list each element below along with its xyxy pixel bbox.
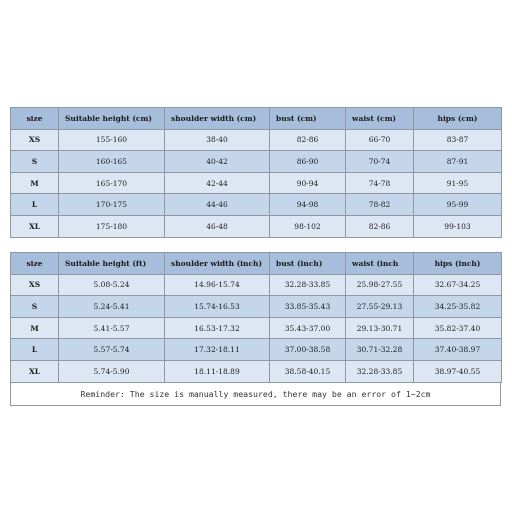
table-cell: 35.43-37.00: [270, 317, 346, 339]
size-cell: S: [11, 151, 59, 173]
table-cell: 95-99: [414, 194, 502, 216]
table-row: [11, 317, 502, 339]
header-cell: waist (inch: [346, 253, 414, 275]
table-cell: 25.98-27.55: [346, 274, 414, 296]
table-cell: 32.67-34.25: [414, 274, 502, 296]
table-cell: 37.00-38.58: [270, 339, 346, 361]
table-cell: 94-98: [270, 194, 346, 216]
table-row: [11, 129, 502, 151]
table-cell: 78-82: [346, 194, 414, 216]
header-cell: Suitable height (ft): [59, 253, 165, 275]
header-cell: shoulder width (inch): [165, 253, 270, 275]
header-cell: bust (inch): [270, 253, 346, 275]
size-cell: XS: [11, 274, 59, 296]
table-cell: 165-170: [59, 172, 165, 194]
table-cell: 70-74: [346, 151, 414, 173]
table-cell: 29.13-30.71: [346, 317, 414, 339]
reminder-text: Reminder: The size is manually measured, there may be an error of 1~2cm: [80, 389, 431, 399]
table-cell: 99-103: [414, 215, 502, 237]
size-cell: XL: [11, 360, 59, 382]
table-row: [11, 339, 502, 361]
table-cell: 82-86: [346, 215, 414, 237]
size-cell: L: [11, 194, 59, 216]
table-row: [11, 151, 502, 173]
table-cell: 86-90: [270, 151, 346, 173]
table-header-row: [11, 108, 502, 130]
table-row: [11, 194, 502, 216]
size-cell: XL: [11, 215, 59, 237]
size-chart-inch-table: [10, 252, 502, 383]
table-cell: 46-48: [165, 215, 270, 237]
table-cell: 170-175: [59, 194, 165, 216]
header-cell: waist (cm): [346, 108, 414, 130]
table-cell: 155-160: [59, 129, 165, 151]
table-cell: 82-86: [270, 129, 346, 151]
size-chart-cm-table: [10, 107, 502, 238]
table-row: [11, 274, 502, 296]
table-cell: 66-70: [346, 129, 414, 151]
table-cell: 37.40-38.97: [414, 339, 502, 361]
table-cell: 98-102: [270, 215, 346, 237]
header-cell: hips (cm): [414, 108, 502, 130]
table-cell: 5.74-5.90: [59, 360, 165, 382]
table-cell: 33.85-35.43: [270, 296, 346, 318]
table-cell: 5.08-5.24: [59, 274, 165, 296]
table-cell: 35.82-37.40: [414, 317, 502, 339]
size-cell: M: [11, 317, 59, 339]
header-cell: size: [11, 108, 59, 130]
table-cell: 5.57-5.74: [59, 339, 165, 361]
table-cell: 32.28-33.85: [270, 274, 346, 296]
table-cell: 90-94: [270, 172, 346, 194]
size-cell: L: [11, 339, 59, 361]
table-cell: 5.24-5.41: [59, 296, 165, 318]
table-cell: 160-165: [59, 151, 165, 173]
table-row: [11, 360, 502, 382]
table-cell: 17.32-18.11: [165, 339, 270, 361]
table-cell: 42-44: [165, 172, 270, 194]
table-cell: 44-46: [165, 194, 270, 216]
table-cell: 40-42: [165, 151, 270, 173]
table-cell: 38.58-40.15: [270, 360, 346, 382]
table-row: [11, 215, 502, 237]
size-cell: S: [11, 296, 59, 318]
table-cell: 32.28-33.85: [346, 360, 414, 382]
table-cell: 30.71-32.28: [346, 339, 414, 361]
table-cell: 5.41-5.57: [59, 317, 165, 339]
table-cell: 91-95: [414, 172, 502, 194]
table-cell: 38.97-40.55: [414, 360, 502, 382]
header-cell: hips (inch): [414, 253, 502, 275]
table-row: [11, 296, 502, 318]
table-cell: 27.55-29.13: [346, 296, 414, 318]
size-cell: M: [11, 172, 59, 194]
table-cell: 15.74-16.53: [165, 296, 270, 318]
header-cell: size: [11, 253, 59, 275]
table-cell: 175-180: [59, 215, 165, 237]
table-row: [11, 172, 502, 194]
header-cell: bust (cm): [270, 108, 346, 130]
table-cell: 83-87: [414, 129, 502, 151]
table-cell: 16.53-17.32: [165, 317, 270, 339]
table-cell: 38-40: [165, 129, 270, 151]
table-cell: 74-78: [346, 172, 414, 194]
header-cell: Suitable height (cm): [59, 108, 165, 130]
table-cell: 87-91: [414, 151, 502, 173]
header-cell: shoulder width (cm): [165, 108, 270, 130]
table-cell: 34.25-35.82: [414, 296, 502, 318]
table-cell: 18.11-18.89: [165, 360, 270, 382]
reminder-note: [10, 382, 501, 406]
size-cell: XS: [11, 129, 59, 151]
table-header-row: [11, 253, 502, 275]
table-cell: 14.96-15.74: [165, 274, 270, 296]
